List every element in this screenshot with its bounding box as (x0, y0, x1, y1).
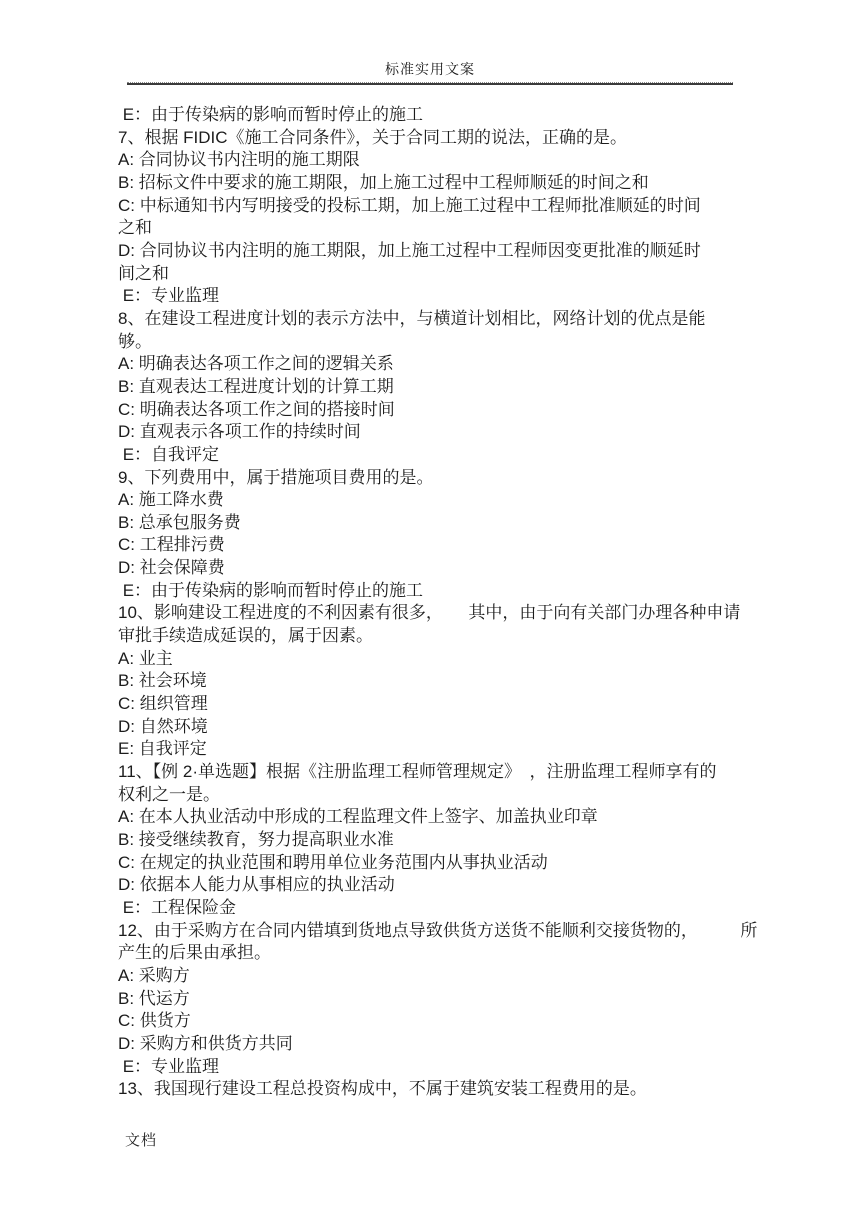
text-line: E：专业监理 (118, 286, 220, 306)
text-line: D: 自然环境 (118, 716, 208, 736)
text-line: E：自我评定 (118, 444, 220, 464)
text-line: C: 组织管理 (118, 694, 208, 714)
footer-label: 文档 (125, 1132, 158, 1149)
header-rule (127, 83, 733, 85)
text-line: 9、下列费用中，属于措施项目费用的是。 (118, 467, 434, 487)
text-line: B: 直观表达工程进度计划的计算工期 (118, 376, 394, 396)
text-line: D: 直观表示各项工作的持续时间 (118, 422, 361, 442)
text-line: B: 代运方 (118, 988, 190, 1008)
text-line: 间之和 (118, 263, 169, 283)
text-line: E：工程保险金 (118, 897, 237, 917)
text-line: D: 合同协议书内注明的施工期限，加上施工过程中工程师因变更批准的顺延时 (118, 240, 701, 260)
text-line: 8、在建设工程进度计划的表示方法中，与横道计划相比，网络计划的优点是能 (118, 308, 706, 328)
text-line: E: 自我评定 (118, 739, 207, 759)
text-line: C: 供货方 (118, 1011, 191, 1031)
text-line: E：专业监理 (118, 1056, 220, 1076)
text-line: B: 接受继续教育，努力提高职业水准 (118, 830, 394, 849)
text-line: B: 招标文件中要求的施工期限，加上施工过程中工程师顺延的时间之和 (118, 172, 649, 192)
text-line: B: 总承包服务费 (118, 512, 241, 532)
text-line: C: 中标通知书内写明接受的投标工期，加上施工过程中工程师批准顺延的时间 (118, 195, 701, 215)
text-line: 7、根据 FIDIC《施工合同条件》，关于合同工期的说法，正确的是。 (118, 127, 628, 147)
text-line: A: 采购方 (118, 965, 190, 985)
text-line: C: 工程排污费 (118, 535, 225, 555)
text-line: B: 社会环境 (118, 671, 207, 691)
text-line: A: 施工降水费 (118, 490, 224, 510)
text-line: A: 业主 (118, 648, 173, 668)
text-line: 11、【例 2·单选题】根据《注册监理工程师管理规定》 ，注册监理工程师享有的 (118, 762, 717, 782)
header-title: 标准实用文案 (385, 61, 475, 77)
text-line: 审批手续造成延误的，属于因素。 (118, 626, 373, 646)
text-line: 产生的后果由承担。 (118, 943, 271, 963)
text-line: A: 合同协议书内注明的施工期限 (118, 150, 360, 170)
text-line: C: 在规定的执业范围和聘用单位业务范围内从事执业活动 (118, 852, 548, 872)
text-line: 10、影响建设工程进度的不利因素有很多， 其中，由于向有关部门办理各种申请 (118, 603, 741, 623)
text-line: 权利之一是。 (118, 784, 220, 804)
text-line: 够。 (118, 331, 152, 351)
text-line: D: 依据本人能力从事相应的执业活动 (118, 875, 395, 895)
text-line: D: 社会保障费 (118, 558, 225, 578)
document-body (118, 104, 758, 1101)
text-line: A: 在本人执业活动中形成的工程监理文件上签字、加盖执业印章 (118, 807, 598, 827)
text-line: A: 明确表达各项工作之间的逻辑关系 (118, 354, 394, 374)
text-line: 13、我国现行建设工程总投资构成中，不属于建筑安装工程费用的是。 (118, 1079, 647, 1099)
text-line: 12、由于采购方在合同内错填到货地点导致供货方送货不能顺利交接货物的， 所 (118, 920, 758, 940)
text-line: 之和 (118, 218, 152, 238)
text-line: D: 采购方和供货方共同 (118, 1033, 293, 1053)
text-line: C: 明确表达各项工作之间的搭接时间 (118, 399, 395, 419)
text-line: E：由于传染病的影响而暂时停止的施工 (118, 580, 424, 600)
text-line: E：由于传染病的影响而暂时停止的施工 (118, 105, 424, 124)
